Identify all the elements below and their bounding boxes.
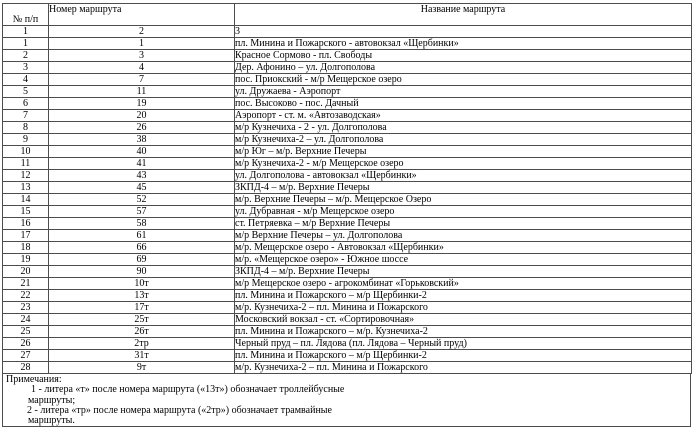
route-number-cell: 57 (49, 206, 235, 218)
route-number-cell: 13т (49, 290, 235, 302)
table-row (3, 206, 692, 218)
table-row (3, 242, 692, 254)
route-name-cell: м/р Кузнечиха-2 – ул. Долгополова (235, 134, 692, 146)
header-cell-route-name: Название маршрута (235, 4, 692, 26)
note-line: маршруты. (28, 415, 75, 427)
route-name-cell: м/р. Кузнечиха-2 – пл. Минина и Пожарского (235, 362, 692, 374)
row-index-cell: 11 (3, 158, 49, 170)
table-row (3, 62, 692, 74)
route-number-cell: 2тр (49, 338, 235, 350)
route-number-cell: 9т (49, 362, 235, 374)
route-number-cell: 17т (49, 302, 235, 314)
table-row (3, 122, 692, 134)
route-name-cell: м/р. Мещерское озеро - Автовокзал «Щербинки» (235, 242, 692, 254)
route-number-cell: 40 (49, 146, 235, 158)
row-index-cell: 28 (3, 362, 49, 374)
route-number-cell: 26т (49, 326, 235, 338)
table-row (3, 362, 692, 374)
route-name-cell: пл. Минина и Пожарского - автовокзал «Щербинки» (235, 38, 692, 50)
table-row (3, 86, 692, 98)
table-row (3, 218, 692, 230)
note-line: 2 - литера «тр» после номера маршрута («2тр») обозначает трамвайные (27, 404, 332, 416)
route-name-cell: м/р. Кузнечиха-2 – пл. Минина и Пожарского (235, 302, 692, 314)
row-index-cell: 18 (3, 242, 49, 254)
route-number-cell: 10т (49, 278, 235, 290)
table-row (3, 134, 692, 146)
route-number-cell: 61 (49, 230, 235, 242)
table-row (3, 170, 692, 182)
row-index-cell: 9 (3, 134, 49, 146)
route-number-cell: 52 (49, 194, 235, 206)
route-number-cell: 25т (49, 314, 235, 326)
table-row (3, 98, 692, 110)
route-number-cell: 11 (49, 86, 235, 98)
routes-table (2, 3, 692, 374)
route-name-cell: м/р Мещерское озеро - агрокомбинат «Горьковский» (235, 278, 692, 290)
header-cell-route-number: Номер маршрута (49, 4, 235, 26)
row-index-cell: 20 (3, 266, 49, 278)
route-number-cell: 7 (49, 74, 235, 86)
column-number-cell: 3 (235, 26, 692, 38)
row-index-cell: 3 (3, 62, 49, 74)
column-number-cell: 2 (49, 26, 235, 38)
route-number-cell: 41 (49, 158, 235, 170)
route-name-cell: пл. Минина и Пожарского – м/р Щербинки-2 (235, 290, 692, 302)
route-name-cell: ЗКПД-4 – м/р. Верхние Печеры (235, 182, 692, 194)
row-index-cell: 7 (3, 110, 49, 122)
table-row (3, 50, 692, 62)
note-line: маршруты; (28, 394, 76, 406)
table-row (3, 278, 692, 290)
route-name-cell: пос. Высоково - пос. Дачный (235, 98, 692, 110)
note-line: 1 - литера «т» после номера маршрута («13т») обозначает троллейбусные (31, 384, 345, 396)
route-name-cell: Черный пруд – пл. Лядова (пл. Лядова – Черный пруд) (235, 338, 692, 350)
route-name-cell: м/р. Верхние Печеры – м/р. Мещерское Озеро (235, 194, 692, 206)
row-index-cell: 5 (3, 86, 49, 98)
row-index-cell: 21 (3, 278, 49, 290)
route-name-cell: м/р Кузнечиха-2 - м/р Мещерское озеро (235, 158, 692, 170)
table-header-row (3, 4, 692, 26)
route-number-cell: 31т (49, 350, 235, 362)
table-row (3, 338, 692, 350)
row-index-cell: 23 (3, 302, 49, 314)
route-name-cell: Аэропорт - ст. м. «Автозаводская» (235, 110, 692, 122)
route-number-cell: 90 (49, 266, 235, 278)
route-number-cell: 1 (49, 38, 235, 50)
row-index-cell: 26 (3, 338, 49, 350)
route-name-cell: ЗКПД-4 – м/р. Верхние Печеры (235, 266, 692, 278)
row-index-cell: 10 (3, 146, 49, 158)
table-row (3, 314, 692, 326)
document-sheet (2, 3, 691, 427)
route-name-cell: м/р Кузнечиха - 2 - ул. Долгополова (235, 122, 692, 134)
route-number-cell: 3 (49, 50, 235, 62)
route-name-cell: ул. Дубравная - м/р Мещерское озеро (235, 206, 692, 218)
header-cell-index: № п/п (3, 4, 49, 26)
row-index-cell: 19 (3, 254, 49, 266)
table-row (3, 350, 692, 362)
route-number-cell: 66 (49, 242, 235, 254)
table-row (3, 110, 692, 122)
column-number-cell: 1 (3, 26, 49, 38)
row-index-cell: 17 (3, 230, 49, 242)
table-row (3, 146, 692, 158)
row-index-cell: 1 (3, 38, 49, 50)
row-index-cell: 8 (3, 122, 49, 134)
route-number-cell: 26 (49, 122, 235, 134)
route-number-cell: 20 (49, 110, 235, 122)
table-row (3, 158, 692, 170)
table-row (3, 326, 692, 338)
route-name-cell: Красное Сормово - пл. Свободы (235, 50, 692, 62)
row-index-cell: 13 (3, 182, 49, 194)
route-name-cell: ул. Дружаева - Аэропорт (235, 86, 692, 98)
table-row (3, 230, 692, 242)
table-row (3, 194, 692, 206)
row-index-cell: 27 (3, 350, 49, 362)
row-index-cell: 14 (3, 194, 49, 206)
route-name-cell: Московский вокзал - ст. «Сортировочная» (235, 314, 692, 326)
row-index-cell: 22 (3, 290, 49, 302)
table-row (3, 266, 692, 278)
route-number-cell: 43 (49, 170, 235, 182)
table-row (3, 74, 692, 86)
row-index-cell: 4 (3, 74, 49, 86)
route-number-cell: 19 (49, 98, 235, 110)
route-number-cell: 69 (49, 254, 235, 266)
route-name-cell: Дер. Афонино – ул. Долгополова (235, 62, 692, 74)
row-index-cell: 12 (3, 170, 49, 182)
table-row (3, 38, 692, 50)
route-number-cell: 4 (49, 62, 235, 74)
table-row (3, 182, 692, 194)
route-name-cell: пос. Приокский - м/р Мещерское озеро (235, 74, 692, 86)
route-name-cell: м/р Верхние Печеры – ул. Долгополова (235, 230, 692, 242)
row-index-cell: 6 (3, 98, 49, 110)
route-name-cell: ул. Долгополова - автовокзал «Щербинки» (235, 170, 692, 182)
routes-tbody (3, 38, 692, 374)
route-number-cell: 38 (49, 134, 235, 146)
route-name-cell: ст. Петряевка – м/р Верхние Печеры (235, 218, 692, 230)
table-row (3, 302, 692, 314)
route-name-cell: пл. Минина и Пожарского – м/р. Кузнечиха-2 (235, 326, 692, 338)
route-number-cell: 45 (49, 182, 235, 194)
notes-section (2, 374, 691, 427)
route-name-cell: м/р. «Мещерское озеро» - Южное шоссе (235, 254, 692, 266)
row-index-cell: 16 (3, 218, 49, 230)
route-name-cell: пл. Минина и Пожарского – м/р Щербинки-2 (235, 350, 692, 362)
table-row (3, 290, 692, 302)
notes-title: Примечания: (6, 374, 62, 385)
row-index-cell: 25 (3, 326, 49, 338)
route-number-cell: 58 (49, 218, 235, 230)
column-numbers-row (3, 26, 692, 38)
row-index-cell: 15 (3, 206, 49, 218)
row-index-cell: 2 (3, 50, 49, 62)
row-index-cell: 24 (3, 314, 49, 326)
table-row (3, 254, 692, 266)
route-name-cell: м/р Юг – м/р. Верхние Печеры (235, 146, 692, 158)
